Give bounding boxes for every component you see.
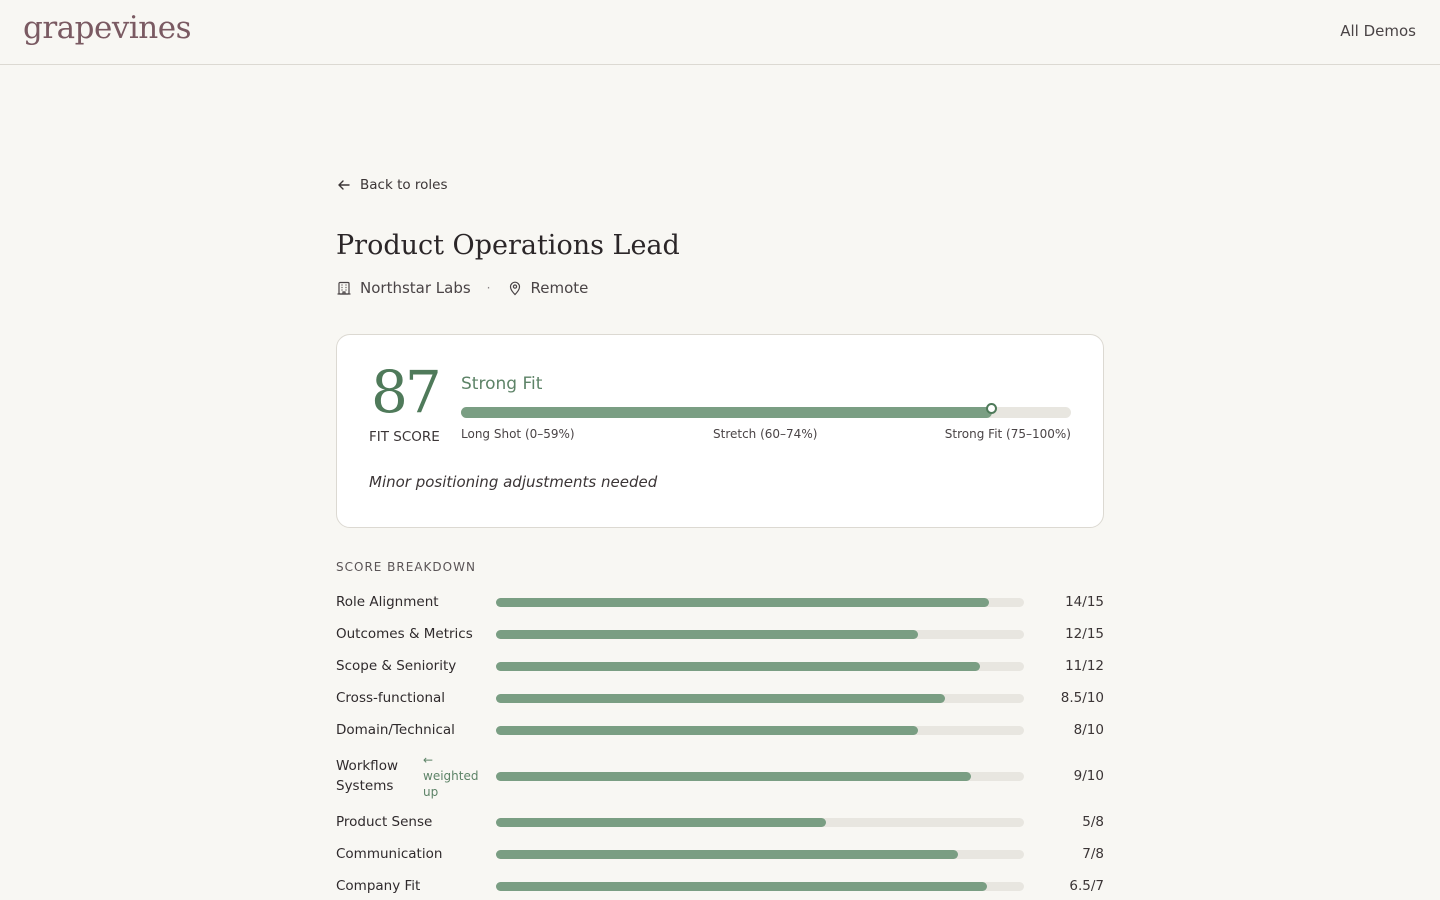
fit-progress-fill bbox=[461, 407, 992, 418]
score-row-bar bbox=[496, 662, 1024, 671]
score-row bbox=[336, 586, 1104, 618]
score-row-label: Product Sense bbox=[336, 814, 433, 830]
fit-note: Minor positioning adjustments needed bbox=[369, 473, 658, 491]
location: Remote bbox=[530, 279, 589, 297]
score-row-label: Outcomes & Metrics bbox=[336, 626, 473, 642]
back-link-label: Back to roles bbox=[360, 177, 448, 193]
back-to-roles-link[interactable] bbox=[336, 177, 448, 193]
score-row-bar bbox=[496, 694, 1024, 703]
score-row-bar bbox=[496, 772, 1024, 781]
score-row bbox=[336, 618, 1104, 650]
score-row-bar bbox=[496, 630, 1024, 639]
score-row bbox=[336, 746, 1104, 806]
score-row-bar-fill bbox=[496, 850, 958, 859]
fit-score-value: 87 bbox=[371, 358, 439, 426]
score-row-label: Cross-functional bbox=[336, 690, 446, 706]
fit-score-card bbox=[336, 334, 1104, 528]
score-row-bar bbox=[496, 726, 1024, 735]
score-row-label: Communication bbox=[336, 846, 443, 862]
score-row-bar-fill bbox=[496, 662, 980, 671]
score-breakdown-list bbox=[336, 586, 1104, 900]
score-row-value: 6.5/7 bbox=[1069, 878, 1104, 894]
score-row-bar-fill bbox=[496, 882, 987, 891]
score-row-bar-fill bbox=[496, 726, 918, 735]
score-row-value: 14/15 bbox=[1065, 594, 1104, 610]
score-row-bar-fill bbox=[496, 818, 826, 827]
fit-category-label: Strong Fit bbox=[461, 374, 543, 394]
all-demos-link[interactable]: All Demos bbox=[1340, 22, 1416, 40]
score-row-label: Domain/Technical bbox=[336, 722, 455, 738]
score-row-label: Company Fit bbox=[336, 878, 421, 894]
score-row-label: Workflow Systems bbox=[336, 758, 398, 794]
range-stretch: Stretch (60–74%) bbox=[713, 427, 818, 441]
score-row-value: 8/10 bbox=[1073, 722, 1104, 738]
score-row-bar-fill bbox=[496, 772, 971, 781]
score-row-value: 12/15 bbox=[1065, 626, 1104, 642]
score-row bbox=[336, 650, 1104, 682]
score-row-value: 7/8 bbox=[1082, 846, 1104, 862]
score-row-label: Scope & Seniority bbox=[336, 658, 457, 674]
fit-progress-marker bbox=[986, 403, 997, 414]
score-row-label: Role Alignment bbox=[336, 594, 439, 610]
score-row-bar-fill bbox=[496, 694, 945, 703]
building-icon bbox=[336, 280, 352, 296]
score-row-bar bbox=[496, 850, 1024, 859]
range-long-shot: Long Shot (0–59%) bbox=[461, 427, 575, 441]
score-row bbox=[336, 870, 1104, 900]
score-row-bar-fill bbox=[496, 630, 918, 639]
score-row bbox=[336, 838, 1104, 870]
score-row-bar bbox=[496, 882, 1024, 891]
score-row bbox=[336, 806, 1104, 838]
arrow-left-icon bbox=[336, 177, 352, 193]
score-row bbox=[336, 714, 1104, 746]
page-title: Product Operations Lead bbox=[336, 230, 680, 261]
company-name: Northstar Labs bbox=[360, 279, 471, 297]
meta-separator: · bbox=[486, 281, 491, 295]
fit-score-label: FIT SCORE bbox=[369, 429, 440, 445]
score-row-value: 11/12 bbox=[1065, 658, 1104, 674]
score-row-note: ← weighted up bbox=[423, 753, 479, 799]
range-strong-fit: Strong Fit (75–100%) bbox=[944, 427, 1071, 441]
score-row-bar bbox=[496, 598, 1024, 607]
score-row-value: 5/8 bbox=[1082, 814, 1104, 830]
role-meta bbox=[336, 279, 588, 297]
score-row-value: 9/10 bbox=[1073, 768, 1104, 784]
score-row bbox=[336, 682, 1104, 714]
top-header bbox=[0, 0, 1440, 65]
map-pin-icon bbox=[507, 280, 523, 296]
score-breakdown-heading: SCORE BREAKDOWN bbox=[336, 560, 476, 574]
score-row-value: 8.5/10 bbox=[1060, 690, 1104, 706]
score-row-bar-fill bbox=[496, 598, 989, 607]
score-row-bar bbox=[496, 818, 1024, 827]
fit-progress-bar bbox=[461, 407, 1071, 418]
logo[interactable]: grapevines bbox=[23, 10, 191, 46]
